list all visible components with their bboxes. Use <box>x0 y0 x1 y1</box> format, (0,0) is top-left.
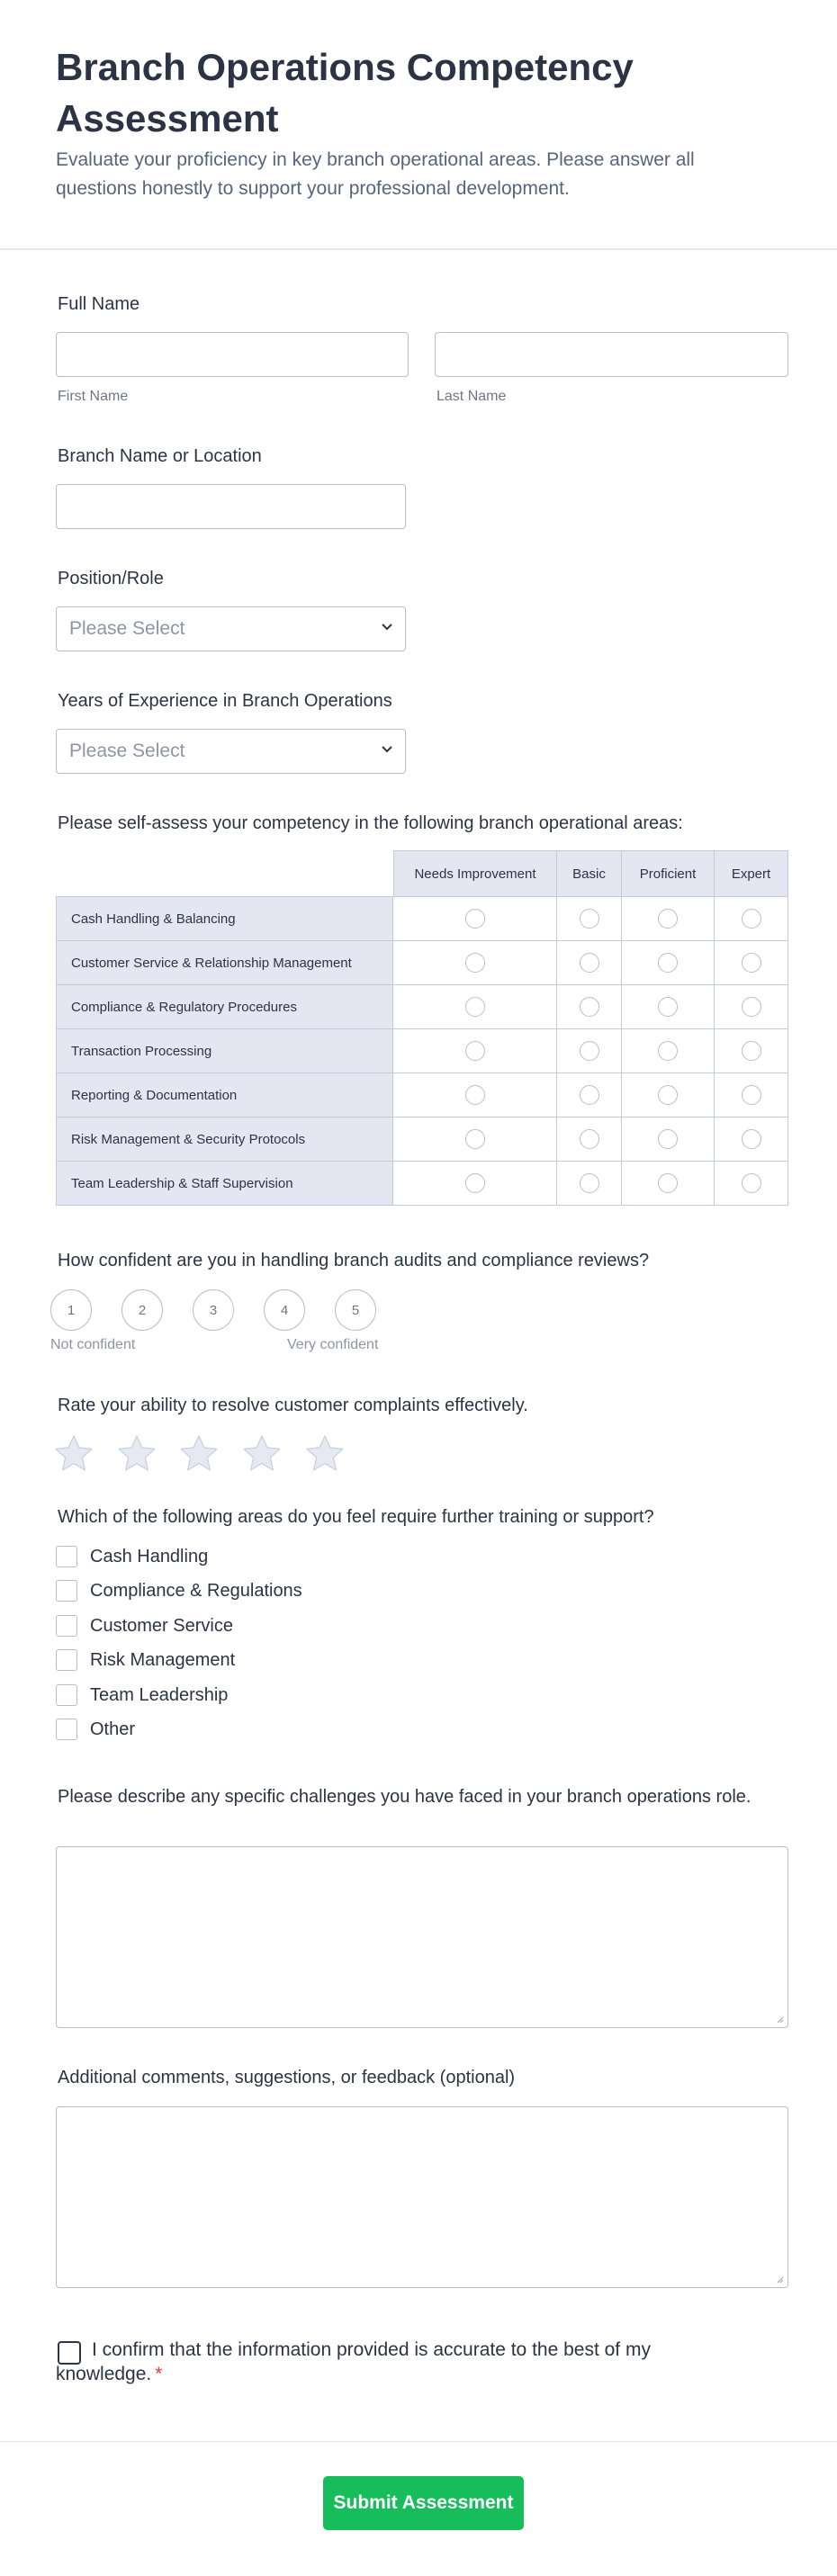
radio-button[interactable] <box>742 1173 761 1193</box>
matrix-col-header: Expert <box>714 850 788 897</box>
scale-option-3[interactable]: 3 <box>193 1289 234 1331</box>
radio-button[interactable] <box>580 909 599 929</box>
radio-button[interactable] <box>658 1173 678 1193</box>
competency-matrix <box>56 850 788 1210</box>
comments-label: Additional comments, suggestions, or feedback (optional) <box>58 2068 516 2087</box>
training-option[interactable] <box>56 1683 228 1708</box>
matrix-radio-cell[interactable] <box>392 896 557 941</box>
first-name-input[interactable] <box>56 332 409 377</box>
training-option[interactable] <box>56 1717 135 1742</box>
position-label: Position/Role <box>58 569 164 588</box>
radio-button[interactable] <box>580 1085 599 1105</box>
scale-option-4[interactable]: 4 <box>264 1289 305 1331</box>
checkbox[interactable] <box>56 1580 77 1602</box>
challenges-label: Please describe any specific challenges you have faced in your branch operations role. <box>58 1787 752 1807</box>
radio-button[interactable] <box>465 997 485 1017</box>
matrix-question: Please self-assess your competency in the following branch operational areas: <box>58 813 683 833</box>
radio-button[interactable] <box>465 1129 485 1149</box>
first-name-sublabel: First Name <box>58 389 129 404</box>
page-title: Branch Operations Competency Assessment <box>56 46 634 139</box>
training-option[interactable] <box>56 1647 235 1673</box>
radio-button[interactable] <box>465 953 485 973</box>
matrix-radio-cell[interactable] <box>392 1161 557 1206</box>
submit-button[interactable]: Submit Assessment <box>323 2476 524 2530</box>
page-subtitle: Evaluate your proficiency in key branch operational areas. Please answer all questions honestly to support your professional development. <box>56 149 695 199</box>
matrix-radio-cell[interactable] <box>392 1117 557 1162</box>
matrix-radio-cell[interactable] <box>392 1073 557 1117</box>
matrix-radio-cell[interactable] <box>556 940 622 985</box>
radio-button[interactable] <box>742 1085 761 1105</box>
training-option-label: Cash Handling <box>90 1546 209 1566</box>
matrix-radio-cell[interactable] <box>714 1117 788 1162</box>
checkbox[interactable] <box>56 1615 77 1637</box>
radio-button[interactable] <box>742 1041 761 1061</box>
matrix-col-header: Needs Improvement <box>393 850 557 897</box>
chevron-down-icon <box>378 618 396 636</box>
matrix-radio-cell[interactable] <box>556 1028 622 1073</box>
radio-button[interactable] <box>658 1085 678 1105</box>
challenges-textarea[interactable] <box>56 1846 788 2028</box>
branch-input[interactable] <box>56 484 406 529</box>
training-option[interactable] <box>56 1544 208 1569</box>
scale-option-5[interactable]: 5 <box>335 1289 376 1331</box>
checkbox[interactable] <box>56 1546 77 1567</box>
matrix-radio-cell[interactable] <box>621 940 715 985</box>
training-option[interactable] <box>56 1613 233 1638</box>
matrix-row-label: Customer Service & Relationship Management <box>56 940 393 985</box>
branch-label: Branch Name or Location <box>58 446 262 466</box>
star-icon[interactable] <box>242 1434 282 1472</box>
confirm-text: I confirm that the information provided is accurate to the best of my knowledge. <box>56 2339 651 2384</box>
radio-button[interactable] <box>465 909 485 929</box>
matrix-radio-cell[interactable] <box>556 896 622 941</box>
rating-question: Rate your ability to resolve customer complaints effectively. <box>58 1396 528 1415</box>
star-icon[interactable] <box>305 1434 345 1472</box>
radio-button[interactable] <box>658 1041 678 1061</box>
checkbox[interactable] <box>56 1649 77 1671</box>
last-name-sublabel: Last Name <box>436 389 507 404</box>
radio-button[interactable] <box>658 909 678 929</box>
scale-min-label: Not confident <box>50 1337 136 1352</box>
matrix-radio-cell[interactable] <box>714 1028 788 1073</box>
matrix-row-label: Risk Management & Security Protocols <box>56 1117 393 1162</box>
training-option-label: Team Leadership <box>90 1684 229 1705</box>
training-question: Which of the following areas do you feel require further training or support? <box>58 1507 654 1527</box>
matrix-radio-cell[interactable] <box>556 1073 622 1117</box>
position-select-placeholder: Please Select <box>69 618 185 639</box>
radio-button[interactable] <box>465 1041 485 1061</box>
matrix-row-label: Team Leadership & Staff Supervision <box>56 1161 393 1206</box>
experience-select[interactable] <box>56 729 406 774</box>
matrix-radio-cell[interactable] <box>556 984 622 1029</box>
checkbox[interactable] <box>56 1719 77 1740</box>
matrix-radio-cell[interactable] <box>621 1073 715 1117</box>
radio-button[interactable] <box>580 997 599 1017</box>
radio-button[interactable] <box>742 909 761 929</box>
radio-button[interactable] <box>580 953 599 973</box>
radio-button[interactable] <box>465 1085 485 1105</box>
matrix-radio-cell[interactable] <box>556 1117 622 1162</box>
experience-select-placeholder: Please Select <box>69 740 185 761</box>
radio-button[interactable] <box>742 1129 761 1149</box>
matrix-radio-cell[interactable] <box>714 1073 788 1117</box>
radio-button[interactable] <box>580 1041 599 1061</box>
radio-button[interactable] <box>658 997 678 1017</box>
radio-button[interactable] <box>742 997 761 1017</box>
radio-button[interactable] <box>742 953 761 973</box>
star-icon[interactable] <box>54 1434 94 1472</box>
matrix-col-header: Basic <box>556 850 622 897</box>
matrix-row-label: Cash Handling & Balancing <box>56 896 393 941</box>
training-option-label: Other <box>90 1719 136 1739</box>
matrix-radio-cell[interactable] <box>714 940 788 985</box>
resize-handle-icon[interactable] <box>775 2275 784 2284</box>
radio-button[interactable] <box>580 1129 599 1149</box>
required-asterisk: * <box>155 2364 163 2384</box>
matrix-radio-cell[interactable] <box>392 1028 557 1073</box>
training-option[interactable] <box>56 1578 302 1603</box>
radio-button[interactable] <box>658 1129 678 1149</box>
checkbox[interactable] <box>56 1684 77 1706</box>
chevron-down-icon <box>378 740 396 758</box>
matrix-radio-cell[interactable] <box>714 984 788 1029</box>
scale-option-2[interactable]: 2 <box>122 1289 163 1331</box>
matrix-radio-cell[interactable] <box>714 1161 788 1206</box>
scale-option-1[interactable]: 1 <box>50 1289 92 1331</box>
confirm-label <box>56 2338 722 2386</box>
training-option-label: Risk Management <box>90 1649 236 1670</box>
scale-max-label: Very confident <box>287 1337 379 1352</box>
matrix-radio-cell[interactable] <box>621 984 715 1029</box>
radio-button[interactable] <box>580 1173 599 1193</box>
matrix-radio-cell[interactable] <box>621 1117 715 1162</box>
training-option-label: Customer Service <box>90 1615 233 1636</box>
position-select[interactable] <box>56 606 406 651</box>
matrix-radio-cell[interactable] <box>621 1028 715 1073</box>
form-header <box>0 0 837 250</box>
matrix-col-header: Proficient <box>621 850 715 897</box>
matrix-radio-cell[interactable] <box>392 940 557 985</box>
matrix-radio-cell[interactable] <box>714 896 788 941</box>
matrix-row-label: Compliance & Regulatory Procedures <box>56 984 393 1029</box>
scale-question: How confident are you in handling branch audits and compliance reviews? <box>58 1251 650 1270</box>
matrix-radio-cell[interactable] <box>392 984 557 1029</box>
full-name-label: Full Name <box>58 294 140 314</box>
training-option-label: Compliance & Regulations <box>90 1580 302 1601</box>
matrix-radio-cell[interactable] <box>621 896 715 941</box>
resize-handle-icon[interactable] <box>775 2015 784 2024</box>
matrix-row-label: Reporting & Documentation <box>56 1073 393 1117</box>
matrix-row-label: Transaction Processing <box>56 1028 393 1073</box>
matrix-radio-cell[interactable] <box>621 1161 715 1206</box>
radio-button[interactable] <box>465 1173 485 1193</box>
comments-textarea[interactable] <box>56 2106 788 2288</box>
star-icon[interactable] <box>179 1434 219 1472</box>
matrix-radio-cell[interactable] <box>556 1161 622 1206</box>
radio-button[interactable] <box>658 953 678 973</box>
star-icon[interactable] <box>117 1434 157 1472</box>
experience-label: Years of Experience in Branch Operations <box>58 691 392 711</box>
last-name-input[interactable] <box>435 332 788 377</box>
